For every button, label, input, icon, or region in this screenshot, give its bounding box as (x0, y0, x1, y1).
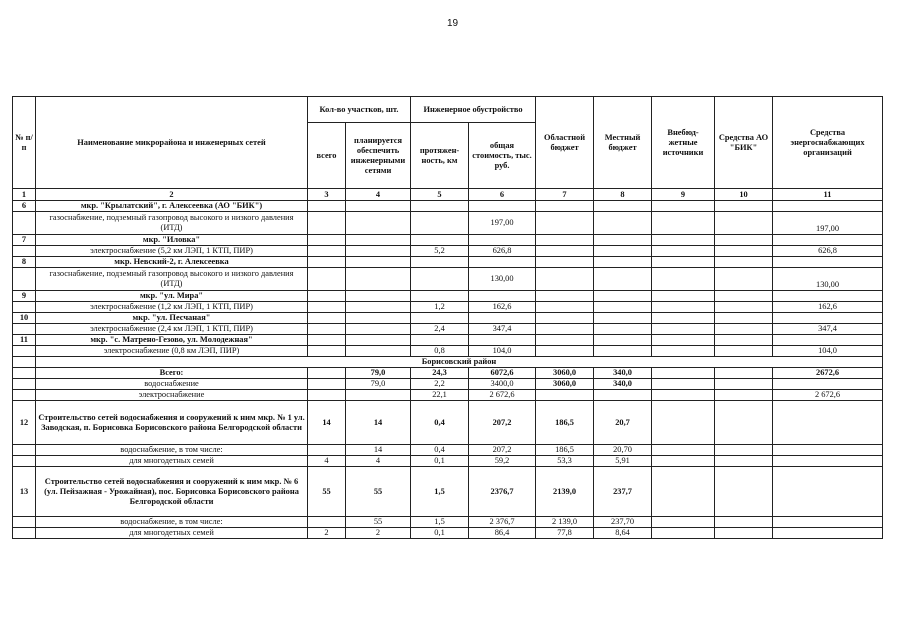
value-cell-c3 (308, 302, 346, 313)
value-cell-c11: 197,00 (773, 212, 883, 235)
value-cell-c8 (594, 313, 652, 324)
value-cell-c6 (469, 313, 536, 324)
value-cell-c8 (594, 346, 652, 357)
column-number: 8 (594, 189, 652, 201)
row-number (13, 357, 36, 368)
value-cell-c7 (536, 212, 594, 235)
sub-cell-c11 (773, 517, 883, 528)
row-number (13, 212, 36, 235)
value-cell-c4 (346, 313, 411, 324)
sub-cell-c7: 77,8 (536, 528, 594, 539)
sub-cell-c10 (715, 456, 773, 467)
value-cell-c10 (715, 291, 773, 302)
value-cell-c9 (652, 246, 715, 257)
value-cell-c4 (346, 201, 411, 212)
totals-label: водоснабжение (36, 379, 308, 390)
investment-table-sheet (12, 96, 882, 539)
table-row (13, 302, 883, 313)
totals-cell-c3 (308, 368, 346, 379)
totals-cell-c5: 24,3 (411, 368, 469, 379)
project-cell-c5: 0,4 (411, 401, 469, 445)
sub-cell-c7: 186,5 (536, 445, 594, 456)
value-cell-c7 (536, 257, 594, 268)
value-cell-c8 (594, 246, 652, 257)
row-number (13, 346, 36, 357)
header-eng-group: Инженерное обустройство (411, 97, 536, 123)
value-cell-c9 (652, 324, 715, 335)
value-cell-c4 (346, 212, 411, 235)
value-cell-c3 (308, 212, 346, 235)
sub-cell-c10 (715, 517, 773, 528)
totals-cell-c4: 79,0 (346, 368, 411, 379)
project-sub-row (13, 445, 883, 456)
table-row (13, 346, 883, 357)
row-number (13, 379, 36, 390)
column-number: 10 (715, 189, 773, 201)
value-cell-c4 (346, 335, 411, 346)
project-name: Строительство сетей водоснабжения и сооружений к ним мкр. № 6 (ул. Пейзажная - Урожайная), пос. Борисовка Борисовского района Белгородской области (36, 467, 308, 517)
value-cell-c8 (594, 257, 652, 268)
value-cell-c7 (536, 335, 594, 346)
table-row (13, 246, 883, 257)
microdistrict-name: мкр. "с. Матрено-Гезово, ул. Молодежная" (36, 335, 308, 346)
sub-cell-c3 (308, 445, 346, 456)
totals-cell-c9 (652, 390, 715, 401)
value-cell-c10 (715, 302, 773, 313)
value-cell-c8 (594, 235, 652, 246)
sub-cell-c8: 5,91 (594, 456, 652, 467)
project-cell-c5: 1,5 (411, 467, 469, 517)
totals-cell-c6: 2 672,6 (469, 390, 536, 401)
project-cell-c9 (652, 401, 715, 445)
value-cell-c3 (308, 324, 346, 335)
project-sub-row (13, 517, 883, 528)
sub-cell-c4: 14 (346, 445, 411, 456)
project-cell-c4: 55 (346, 467, 411, 517)
sub-cell-c5: 0,1 (411, 528, 469, 539)
header-planned: планируется обеспечить инженерными сетями (346, 123, 411, 189)
value-cell-c4 (346, 246, 411, 257)
value-cell-c8 (594, 324, 652, 335)
row-number (13, 268, 36, 291)
project-cell-c7: 186,5 (536, 401, 594, 445)
value-cell-c6 (469, 291, 536, 302)
value-cell-c10 (715, 235, 773, 246)
table-row (13, 257, 883, 268)
value-cell-c5 (411, 268, 469, 291)
value-cell-c6 (469, 201, 536, 212)
value-cell-c11: 626,8 (773, 246, 883, 257)
value-cell-c7 (536, 246, 594, 257)
row-number: 8 (13, 257, 36, 268)
table-row (13, 335, 883, 346)
value-cell-c8 (594, 212, 652, 235)
totals-label: электроснабжение (36, 390, 308, 401)
row-number (13, 246, 36, 257)
totals-cell-c8: 340,0 (594, 379, 652, 390)
value-cell-c5 (411, 212, 469, 235)
district-name: Борисовский район (36, 357, 883, 368)
value-cell-c7 (536, 302, 594, 313)
sub-cell-c10 (715, 445, 773, 456)
header-local: Местный бюджет (594, 97, 652, 189)
totals-cell-c3 (308, 379, 346, 390)
value-cell-c7 (536, 313, 594, 324)
totals-cell-c10 (715, 379, 773, 390)
value-cell-c3 (308, 291, 346, 302)
sub-cell-c9 (652, 528, 715, 539)
value-cell-c5: 5,2 (411, 246, 469, 257)
row-number (13, 368, 36, 379)
totals-cell-c5: 22,1 (411, 390, 469, 401)
sub-cell-c5: 1,5 (411, 517, 469, 528)
totals-cell-c10 (715, 368, 773, 379)
value-cell-c10 (715, 335, 773, 346)
district-row (13, 357, 883, 368)
table-row (13, 235, 883, 246)
microdistrict-name: мкр. "ул. Песчаная" (36, 313, 308, 324)
table-row (13, 268, 883, 291)
value-cell-c6: 162,6 (469, 302, 536, 313)
sub-cell-c8: 8,64 (594, 528, 652, 539)
value-cell-c5 (411, 235, 469, 246)
network-name: электроснабжение (2,4 км ЛЭП, 1 КТП, ПИР) (36, 324, 308, 335)
header-length: протяжен-ность, км (411, 123, 469, 189)
value-cell-c8 (594, 268, 652, 291)
project-row (13, 467, 883, 517)
value-cell-c6: 347,4 (469, 324, 536, 335)
column-number: 7 (536, 189, 594, 201)
value-cell-c3 (308, 257, 346, 268)
totals-row (13, 379, 883, 390)
row-number (13, 302, 36, 313)
table-row (13, 291, 883, 302)
project-row (13, 401, 883, 445)
project-cell-c10 (715, 401, 773, 445)
row-number: 10 (13, 313, 36, 324)
totals-cell-c8 (594, 390, 652, 401)
table-row (13, 313, 883, 324)
value-cell-c9 (652, 257, 715, 268)
value-cell-c7 (536, 201, 594, 212)
row-number (13, 517, 36, 528)
row-number: 13 (13, 467, 36, 517)
value-cell-c4 (346, 235, 411, 246)
header-total: всего (308, 123, 346, 189)
microdistrict-name: мкр. "ул. Мира" (36, 291, 308, 302)
totals-cell-c6: 6072,6 (469, 368, 536, 379)
table-row (13, 212, 883, 235)
row-number (13, 528, 36, 539)
value-cell-c4 (346, 291, 411, 302)
sub-cell-c5: 0,4 (411, 445, 469, 456)
sub-cell-c7: 2 139,0 (536, 517, 594, 528)
value-cell-c3 (308, 335, 346, 346)
project-sub-row (13, 528, 883, 539)
sub-cell-c11 (773, 456, 883, 467)
row-number (13, 324, 36, 335)
value-cell-c7 (536, 324, 594, 335)
value-cell-c9 (652, 313, 715, 324)
totals-row (13, 390, 883, 401)
sub-cell-c3: 4 (308, 456, 346, 467)
value-cell-c11: 104,0 (773, 346, 883, 357)
project-cell-c8: 237,7 (594, 467, 652, 517)
row-number: 11 (13, 335, 36, 346)
value-cell-c10 (715, 313, 773, 324)
value-cell-c7 (536, 291, 594, 302)
value-cell-c11 (773, 313, 883, 324)
value-cell-c11 (773, 235, 883, 246)
header-regional: Областной бюджет (536, 97, 594, 189)
value-cell-c11 (773, 291, 883, 302)
value-cell-c9 (652, 235, 715, 246)
value-cell-c6: 197,00 (469, 212, 536, 235)
value-cell-c8 (594, 291, 652, 302)
value-cell-c5: 2,4 (411, 324, 469, 335)
totals-cell-c11: 2 672,6 (773, 390, 883, 401)
table-row (13, 324, 883, 335)
value-cell-c5: 1,2 (411, 302, 469, 313)
sub-cell-c9 (652, 456, 715, 467)
page-number: 19 (446, 18, 459, 29)
totals-cell-c9 (652, 368, 715, 379)
sub-row-label: для многодетных семей (36, 528, 308, 539)
network-name: электроснабжение (1,2 км ЛЭП, 1 КТП, ПИР) (36, 302, 308, 313)
row-number (13, 456, 36, 467)
header-num: № п/п (13, 97, 36, 189)
sub-cell-c4: 2 (346, 528, 411, 539)
value-cell-c5 (411, 313, 469, 324)
project-name: Строительство сетей водоснабжения и сооружений к ним мкр. № 1 ул. Заводская, п. Борисовка Борисовского района Белгородской области (36, 401, 308, 445)
value-cell-c3 (308, 235, 346, 246)
value-cell-c7 (536, 268, 594, 291)
totals-cell-c4: 79,0 (346, 379, 411, 390)
header-energy: Средства энергоснабжающих организаций (773, 97, 883, 189)
sub-cell-c5: 0,1 (411, 456, 469, 467)
sub-cell-c6: 59,2 (469, 456, 536, 467)
totals-label: Всего: (36, 368, 308, 379)
totals-cell-c7: 3060,0 (536, 368, 594, 379)
sub-cell-c10 (715, 528, 773, 539)
column-number: 6 (469, 189, 536, 201)
value-cell-c4 (346, 346, 411, 357)
header-plots-group: Кол-во участков, шт. (308, 97, 411, 123)
row-number: 12 (13, 401, 36, 445)
value-cell-c7 (536, 235, 594, 246)
sub-cell-c8: 237,70 (594, 517, 652, 528)
value-cell-c10 (715, 324, 773, 335)
value-cell-c4 (346, 268, 411, 291)
sub-cell-c3: 2 (308, 528, 346, 539)
value-cell-c8 (594, 335, 652, 346)
totals-cell-c7: 3060,0 (536, 379, 594, 390)
value-cell-c11 (773, 335, 883, 346)
totals-cell-c10 (715, 390, 773, 401)
network-name: электроснабжение (5,2 км ЛЭП, 1 КТП, ПИР) (36, 246, 308, 257)
sub-cell-c3 (308, 517, 346, 528)
sub-cell-c11 (773, 445, 883, 456)
column-number: 1 (13, 189, 36, 201)
sub-cell-c6: 207,2 (469, 445, 536, 456)
project-sub-row (13, 456, 883, 467)
value-cell-c4 (346, 302, 411, 313)
sub-cell-c4: 55 (346, 517, 411, 528)
value-cell-c10 (715, 212, 773, 235)
value-cell-c7 (536, 346, 594, 357)
project-cell-c11 (773, 467, 883, 517)
row-number: 6 (13, 201, 36, 212)
column-number: 11 (773, 189, 883, 201)
value-cell-c3 (308, 346, 346, 357)
value-cell-c5: 0,8 (411, 346, 469, 357)
totals-cell-c4 (346, 390, 411, 401)
sub-cell-c11 (773, 528, 883, 539)
value-cell-c11: 162,6 (773, 302, 883, 313)
value-cell-c9 (652, 212, 715, 235)
microdistrict-name: мкр. Невский-2, г. Алексеевка (36, 257, 308, 268)
value-cell-c9 (652, 291, 715, 302)
sub-cell-c6: 86,4 (469, 528, 536, 539)
value-cell-c3 (308, 246, 346, 257)
value-cell-c9 (652, 268, 715, 291)
value-cell-c6 (469, 257, 536, 268)
column-number: 3 (308, 189, 346, 201)
value-cell-c5 (411, 291, 469, 302)
totals-row (13, 368, 883, 379)
sub-cell-c6: 2 376,7 (469, 517, 536, 528)
totals-cell-c3 (308, 390, 346, 401)
project-cell-c10 (715, 467, 773, 517)
sub-cell-c4: 4 (346, 456, 411, 467)
value-cell-c3 (308, 313, 346, 324)
sub-row-label: для многодетных семей (36, 456, 308, 467)
column-number: 9 (652, 189, 715, 201)
totals-cell-c7 (536, 390, 594, 401)
microdistrict-name: мкр. "Крылатский", г. Алексеевка (АО "БИК") (36, 201, 308, 212)
table-row (13, 201, 883, 212)
value-cell-c11 (773, 257, 883, 268)
row-number: 7 (13, 235, 36, 246)
value-cell-c9 (652, 346, 715, 357)
value-cell-c6 (469, 335, 536, 346)
project-cell-c6: 2376,7 (469, 467, 536, 517)
sub-cell-c7: 53,3 (536, 456, 594, 467)
sub-cell-c9 (652, 445, 715, 456)
column-number: 4 (346, 189, 411, 201)
project-cell-c3: 14 (308, 401, 346, 445)
totals-cell-c9 (652, 379, 715, 390)
project-cell-c6: 207,2 (469, 401, 536, 445)
value-cell-c5 (411, 201, 469, 212)
project-cell-c8: 20,7 (594, 401, 652, 445)
sub-row-label: водоснабжение, в том числе: (36, 445, 308, 456)
header-name: Наименование микрорайона и инженерных сетей (36, 97, 308, 189)
value-cell-c8 (594, 201, 652, 212)
header-offbudget: Внебюд-жетные источники (652, 97, 715, 189)
value-cell-c9 (652, 302, 715, 313)
investment-table (12, 96, 883, 539)
microdistrict-name: мкр. "Иловка" (36, 235, 308, 246)
value-cell-c11: 130,00 (773, 268, 883, 291)
row-number: 9 (13, 291, 36, 302)
column-number: 2 (36, 189, 308, 201)
value-cell-c6 (469, 235, 536, 246)
totals-cell-c8: 340,0 (594, 368, 652, 379)
table-body (13, 201, 883, 539)
value-cell-c10 (715, 246, 773, 257)
value-cell-c6: 626,8 (469, 246, 536, 257)
value-cell-c6: 104,0 (469, 346, 536, 357)
value-cell-c10 (715, 346, 773, 357)
value-cell-c9 (652, 335, 715, 346)
value-cell-c3 (308, 268, 346, 291)
project-cell-c3: 55 (308, 467, 346, 517)
value-cell-c4 (346, 257, 411, 268)
totals-cell-c5: 2,2 (411, 379, 469, 390)
network-name: газоснабжение, подземный газопровод высокого и низкого давления (ИТД) (36, 212, 308, 235)
project-cell-c9 (652, 467, 715, 517)
project-cell-c11 (773, 401, 883, 445)
header-bik: Средства АО "БИК" (715, 97, 773, 189)
column-number: 5 (411, 189, 469, 201)
project-cell-c7: 2139,0 (536, 467, 594, 517)
sub-row-label: водоснабжение, в том числе: (36, 517, 308, 528)
value-cell-c6: 130,00 (469, 268, 536, 291)
value-cell-c5 (411, 335, 469, 346)
row-number (13, 445, 36, 456)
value-cell-c11: 347,4 (773, 324, 883, 335)
row-number (13, 390, 36, 401)
value-cell-c3 (308, 201, 346, 212)
network-name: газоснабжение, подземный газопровод высокого и низкого давления (ИТД) (36, 268, 308, 291)
totals-cell-c11 (773, 379, 883, 390)
totals-cell-c11: 2672,6 (773, 368, 883, 379)
value-cell-c4 (346, 324, 411, 335)
sub-cell-c9 (652, 517, 715, 528)
column-numbers-row (13, 189, 883, 201)
value-cell-c9 (652, 201, 715, 212)
project-cell-c4: 14 (346, 401, 411, 445)
value-cell-c10 (715, 268, 773, 291)
value-cell-c11 (773, 201, 883, 212)
value-cell-c5 (411, 257, 469, 268)
sub-cell-c8: 20,70 (594, 445, 652, 456)
header-cost: общая стоимость, тыс. руб. (469, 123, 536, 189)
totals-cell-c6: 3400,0 (469, 379, 536, 390)
value-cell-c10 (715, 201, 773, 212)
value-cell-c10 (715, 257, 773, 268)
value-cell-c8 (594, 302, 652, 313)
network-name: электроснабжение (0,8 км ЛЭП, ПИР) (36, 346, 308, 357)
